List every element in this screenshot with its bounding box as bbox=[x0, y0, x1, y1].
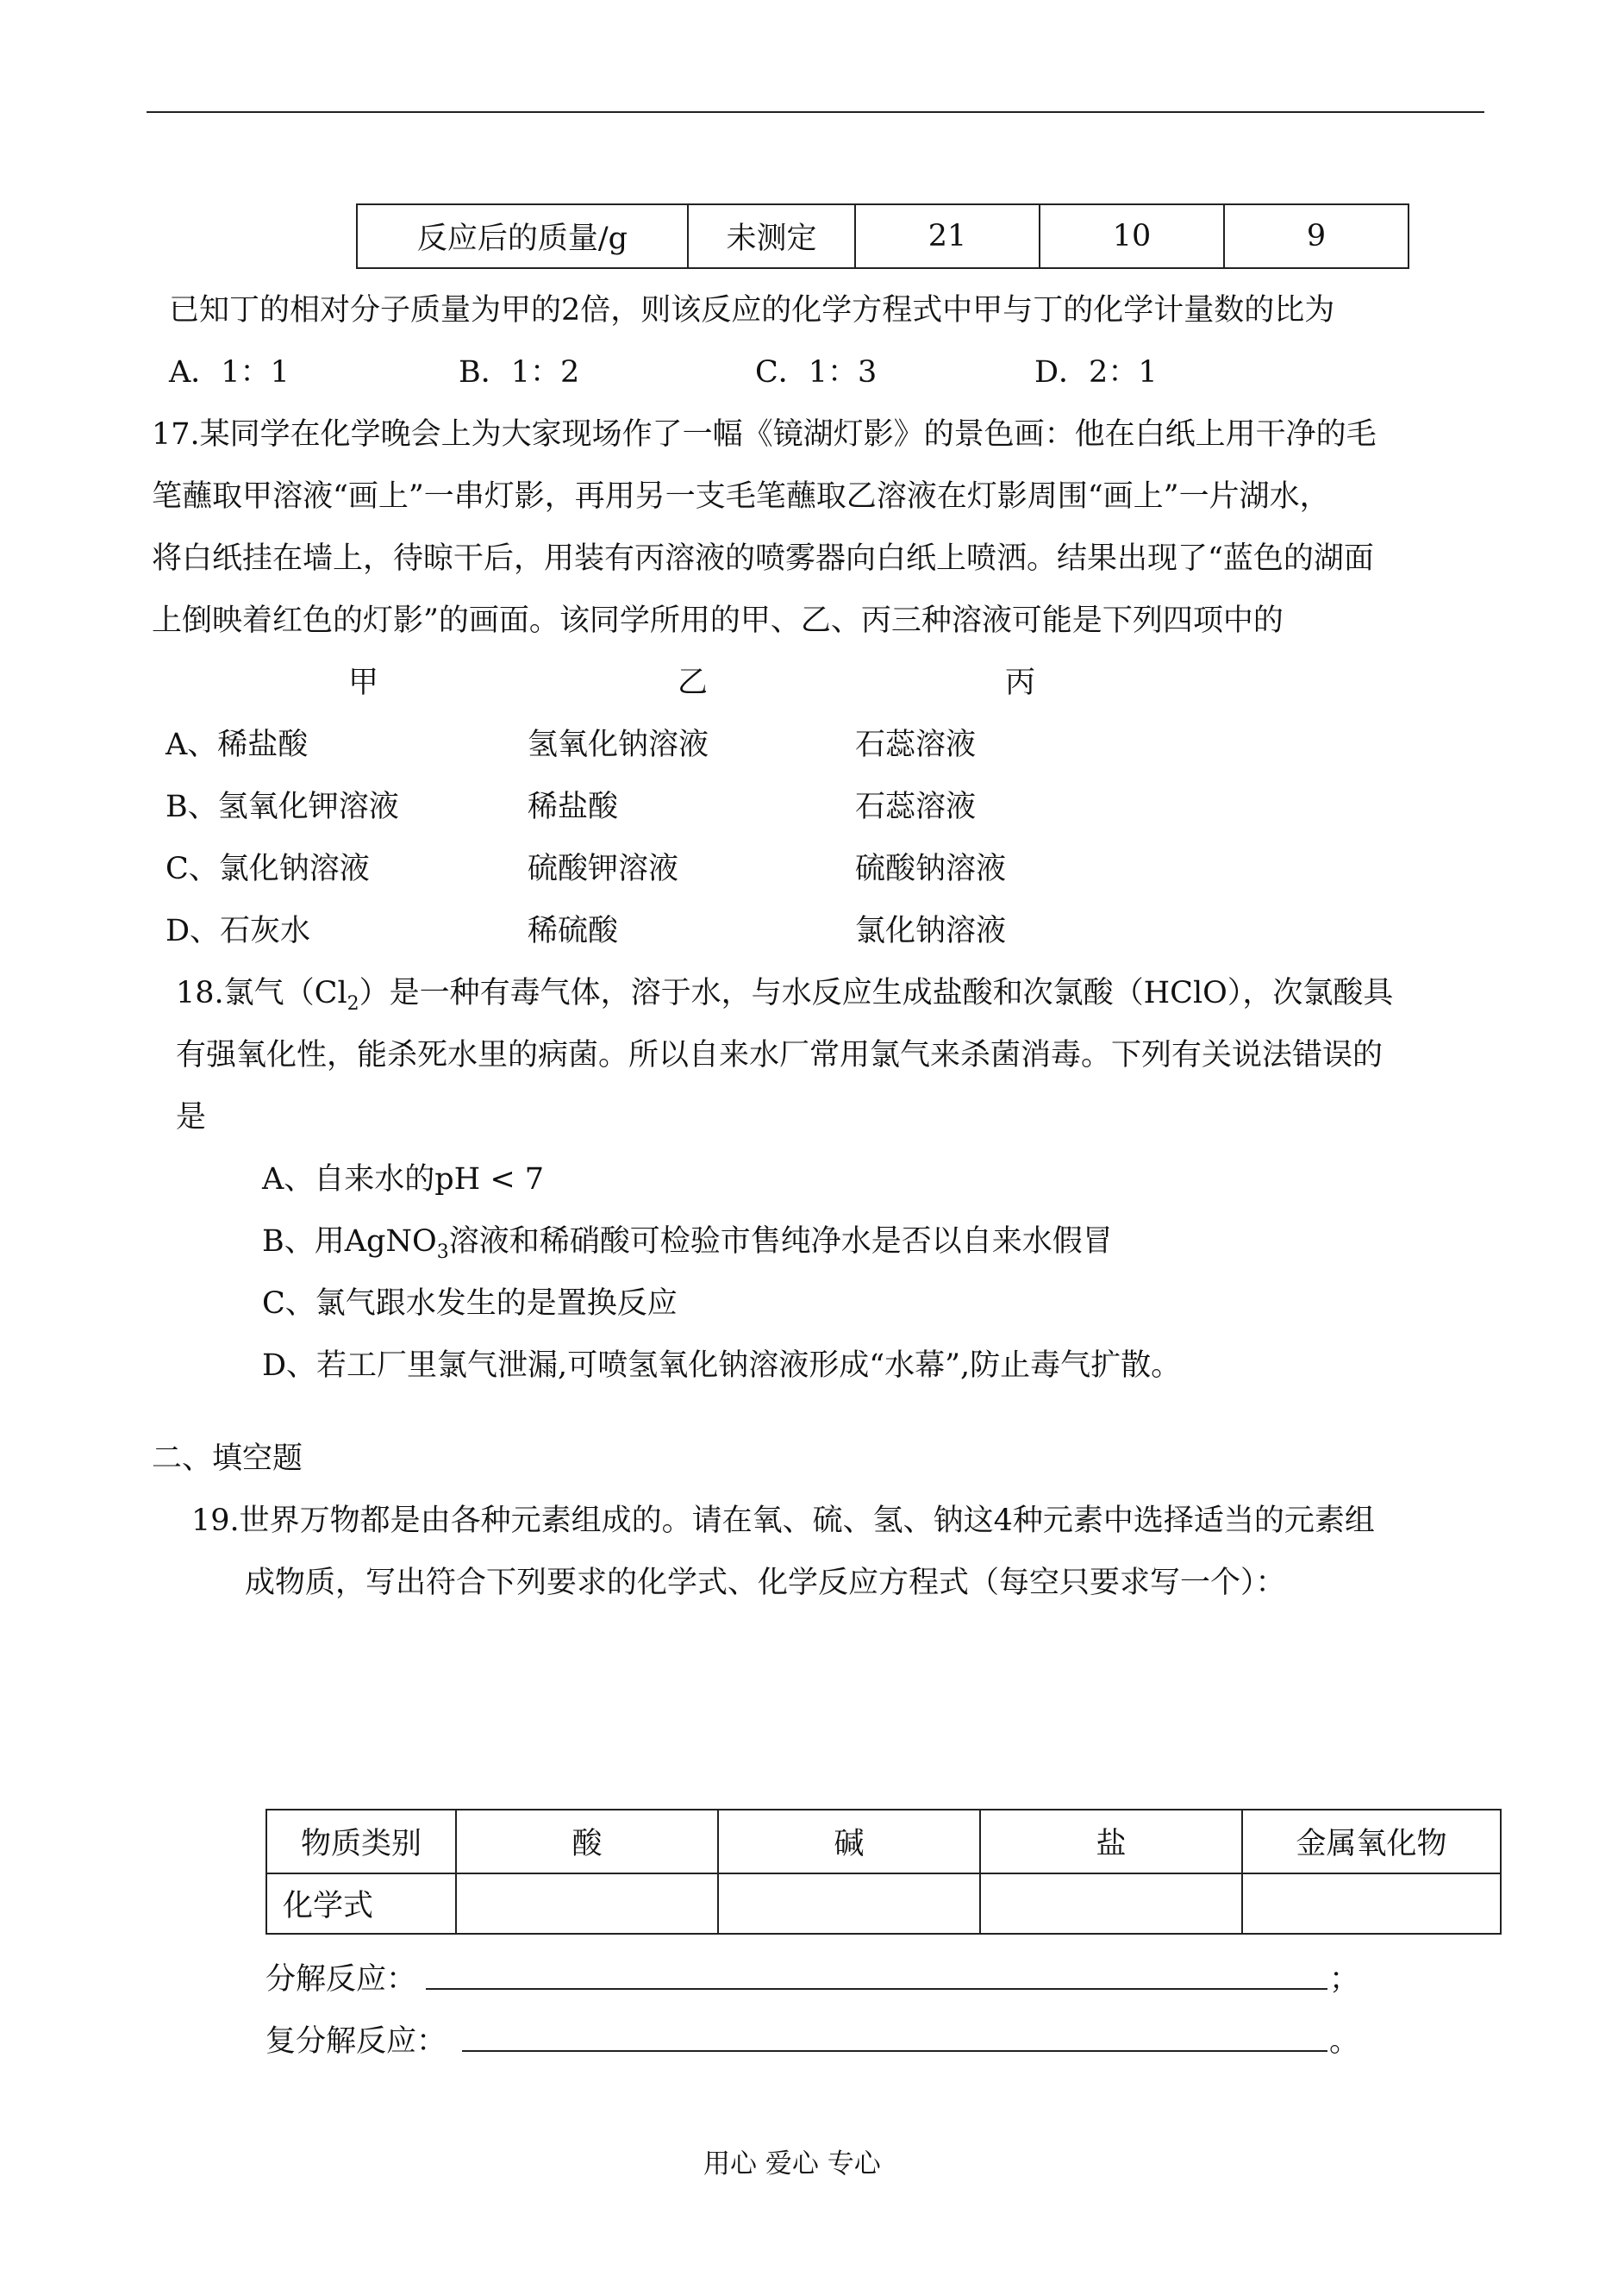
q17-line-1: 17.某同学在化学晚会上为大家现场作了一幅《镜湖灯影》的景色画：他在白纸上用干净的毛 bbox=[152, 417, 1377, 452]
table-row bbox=[266, 1873, 1501, 1934]
table-row bbox=[357, 204, 1409, 268]
q17-header-jia: 甲 bbox=[348, 666, 379, 700]
row-label: 反应后的质量/g bbox=[357, 204, 688, 268]
q17-row-a-yi: 氢氧化钠溶液 bbox=[528, 728, 709, 762]
q18-line-2: 有强氧化性，能杀死水里的病菌。所以自来水厂常用氯气来杀菌消毒。下列有关说法错误的 bbox=[176, 1038, 1384, 1072]
answer-cell-salt[interactable] bbox=[980, 1873, 1242, 1934]
q18-option-d: D、若工厂里氯气泄漏,可喷氢氧化钠溶液形成“水幕”,防止毒气扩散。 bbox=[262, 1348, 1182, 1383]
q17-row-d-bing: 氯化钠溶液 bbox=[855, 914, 1007, 948]
q18-option-c: C、氯气跟水发生的是置换反应 bbox=[262, 1286, 678, 1321]
q17-row-a-bing: 石蕊溶液 bbox=[855, 728, 977, 762]
q17-line-3: 将白纸挂在墙上，待晾干后，用装有丙溶液的喷雾器向白纸上喷洒。结果出现了“蓝色的湖面 bbox=[152, 541, 1374, 576]
decomposition-end: ； bbox=[1329, 1962, 1360, 1997]
q19-table bbox=[265, 1809, 1502, 1935]
answer-cell-metal-oxide[interactable] bbox=[1242, 1873, 1501, 1934]
section-title: 二、填空题 bbox=[152, 1441, 303, 1476]
q17-header-bing: 丙 bbox=[1005, 666, 1036, 700]
q17-row-b-jia: B、氢氧化钾溶液 bbox=[166, 790, 399, 824]
q17-row-d-jia: D、石灰水 bbox=[166, 914, 311, 948]
header-metal-oxide: 金属氧化物 bbox=[1242, 1810, 1501, 1873]
cell-ding: 9 bbox=[1224, 204, 1409, 268]
cell-yi: 21 bbox=[855, 204, 1040, 268]
q17-header-yi: 乙 bbox=[678, 666, 709, 700]
q17-row-c-jia: C、氯化钠溶液 bbox=[166, 852, 370, 886]
decomposition-label: 分解反应： bbox=[265, 1962, 417, 1997]
q17-row-b-bing: 石蕊溶液 bbox=[855, 790, 977, 824]
q16-option-c: C．1：3 bbox=[755, 355, 878, 390]
q16-option-a: A．1：1 bbox=[169, 355, 290, 390]
q17-row-c-yi: 硫酸钾溶液 bbox=[528, 852, 679, 886]
q16-stem: 已知丁的相对分子质量为甲的2倍，则该反应的化学方程式中甲与丁的化学计量数的比为 bbox=[169, 293, 1335, 328]
double-decomposition-label: 复分解反应： bbox=[265, 2024, 447, 2059]
q18-line-1: 18.氯气$(Cl_2)$是一种有毒气体，溶于水，与水反应生成盐酸和次氯酸（HClO），次氯酸具 bbox=[176, 976, 1394, 1015]
answer-cell-base[interactable] bbox=[718, 1873, 980, 1934]
page-footer: 用心 爱心 专心 bbox=[703, 2148, 881, 2179]
q18-option-b: B、用AgNO$_3$溶液和稀硝酸可检验市售纯净水是否以自来水假冒 bbox=[262, 1224, 1113, 1263]
q17-line-4: 上倒映着红色的灯影”的画面。该同学所用的甲、乙、丙三种溶液可能是下列四项中的 bbox=[152, 603, 1284, 638]
table-row bbox=[266, 1810, 1501, 1873]
header-category: 物质类别 bbox=[266, 1810, 456, 1873]
double-decomposition-end: 。 bbox=[1329, 2024, 1360, 2059]
q19-line-2: 成物质，写出符合下列要求的化学式、化学反应方程式（每空只要求写一个）： bbox=[245, 1566, 1286, 1600]
decomposition-answer-line[interactable] bbox=[426, 1988, 1327, 1990]
q17-row-d-yi: 稀硫酸 bbox=[528, 914, 619, 948]
header-salt: 盐 bbox=[980, 1810, 1242, 1873]
double-decomposition-answer-line[interactable] bbox=[462, 2050, 1327, 2052]
mass-table bbox=[356, 203, 1409, 269]
q16-option-b: B．1：2 bbox=[459, 355, 580, 390]
header-rule bbox=[147, 111, 1484, 113]
cell-bing: 10 bbox=[1040, 204, 1224, 268]
header-base: 碱 bbox=[718, 1810, 980, 1873]
q17-row-a-jia: A、稀盐酸 bbox=[166, 728, 309, 762]
q17-line-2: 笔蘸取甲溶液“画上”一串灯影，再用另一支毛笔蘸取乙溶液在灯影周围“画上”一片湖水， bbox=[152, 479, 1330, 514]
q18-line-3: 是 bbox=[176, 1100, 207, 1135]
cell-jia: 未测定 bbox=[688, 204, 855, 268]
answer-cell-acid[interactable] bbox=[456, 1873, 718, 1934]
header-acid: 酸 bbox=[456, 1810, 718, 1873]
q16-option-d: D．2：1 bbox=[1034, 355, 1158, 390]
q18-option-a: A、自来水的pH < 7 bbox=[262, 1162, 545, 1197]
q17-row-c-bing: 硫酸钠溶液 bbox=[855, 852, 1007, 886]
q19-line-1: 19.世界万物都是由各种元素组成的。请在氧、硫、氢、钠这4种元素中选择适当的元素组 bbox=[191, 1504, 1375, 1538]
q17-row-b-yi: 稀盐酸 bbox=[528, 790, 619, 824]
row-label-formula: 化学式 bbox=[266, 1873, 456, 1934]
